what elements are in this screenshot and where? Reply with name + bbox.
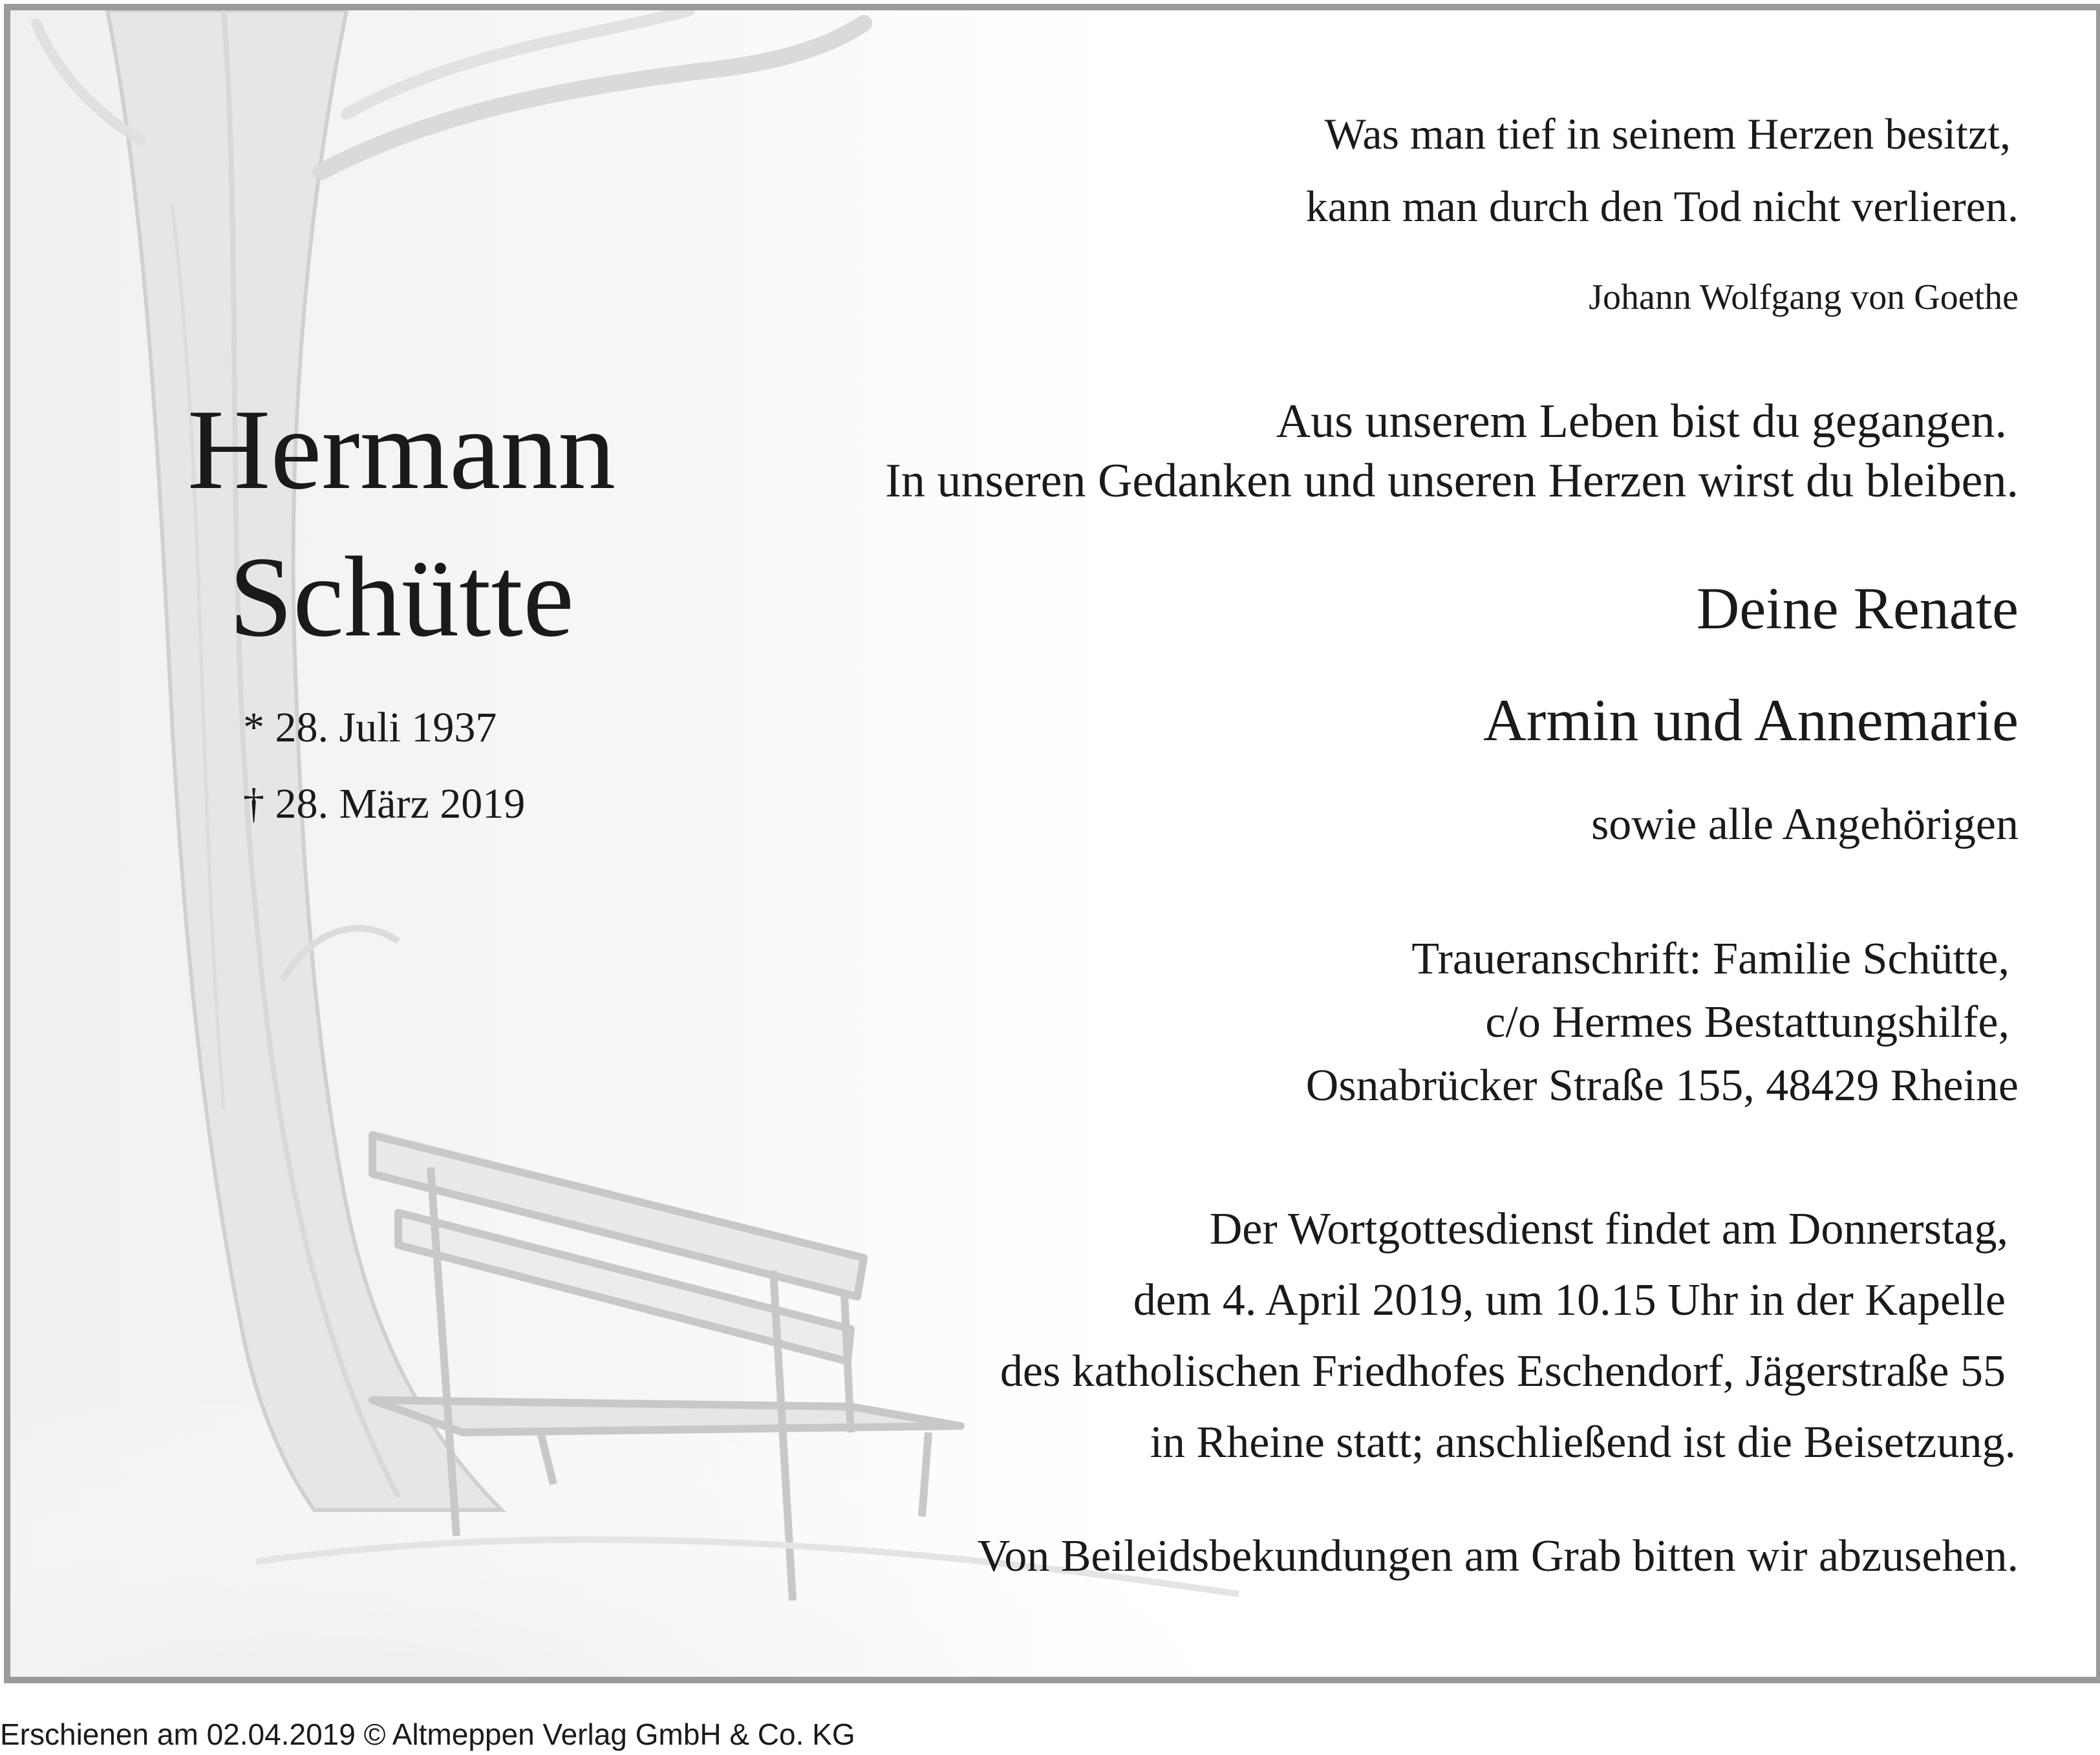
death-date: † 28. März 2019 [243, 780, 526, 827]
service-line-2: dem 4. April 2019, um 10.15 Uhr in der Kapelle [1133, 1275, 2006, 1325]
signer-3: sowie alle Angehörigen [1591, 800, 2019, 849]
signer-1: Deine Renate [1696, 575, 2019, 641]
obituary-notice [4, 4, 2100, 1683]
address-line-1: Traueranschrift: Familie Schütte, [1411, 934, 2009, 984]
signer-2: Armin und Annemarie [1483, 687, 2019, 753]
publication-credit: Erschienen am 02.04.2019 © Altmeppen Verlag GmbH & Co. KG [0, 1718, 855, 1751]
deceased-first-name: Hermann [187, 385, 616, 513]
farewell-line-2: In unseren Gedanken und unseren Herzen wirst du bleiben. [885, 454, 2019, 507]
address-line-3: Osnabrücker Straße 155, 48429 Rheine [1305, 1061, 2019, 1111]
closing-line: Von Beileidsbekundungen am Grab bitten wir abzusehen. [977, 1531, 2019, 1581]
service-line-4: in Rheine statt; anschließend ist die Beisetzung. [1150, 1418, 2016, 1467]
farewell-line-1: Aus unserem Leben bist du gegangen. [1276, 395, 2007, 448]
quote-line-2: kann man durch den Tod nicht verlieren. [1305, 182, 2019, 231]
service-line-3: des katholischen Friedhofes Eschendorf, Jägerstraße 55 [1000, 1346, 2006, 1396]
address-line-2: c/o Hermes Bestattungshilfe, [1485, 997, 2009, 1047]
quote-line-1: Was man tief in seinem Herzen besitzt, [1324, 109, 2011, 158]
birth-date: * 28. Juli 1937 [243, 704, 497, 751]
service-line-1: Der Wortgottesdienst findet am Donnerstag, [1209, 1204, 2008, 1254]
deceased-last-name: Schütte [229, 533, 574, 661]
quote-author: Johann Wolfgang von Goethe [1589, 277, 2019, 317]
